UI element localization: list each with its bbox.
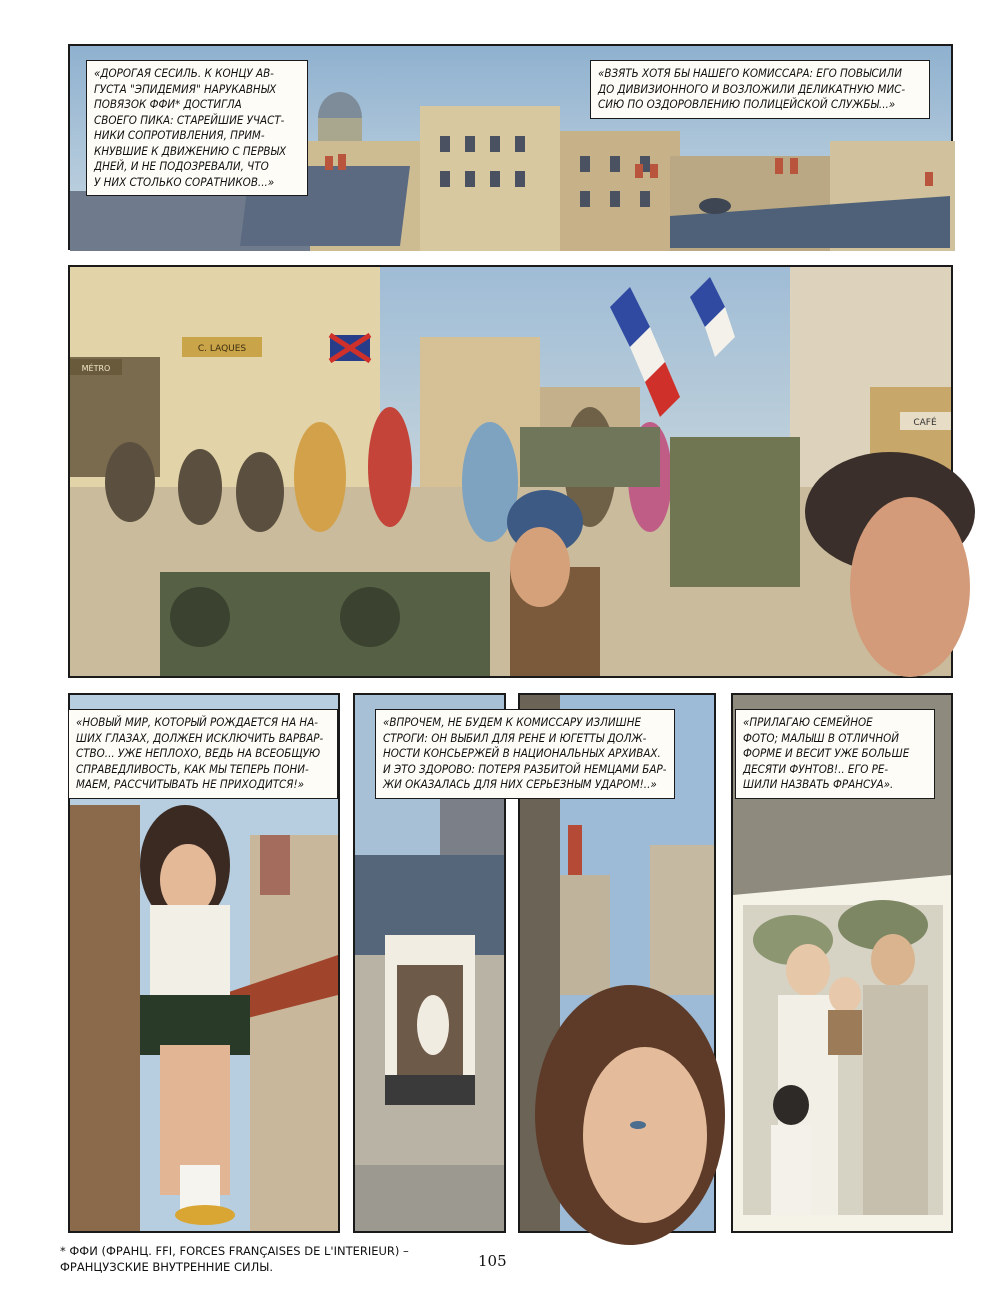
caption-cecile-epidemic: «ДОРОГАЯ СЕСИЛЬ. К КОНЦУ АВ- ГУСТА "ЭПИДЕМИЯ" НАРУКАВНЫХ ПОВЯЗОК ФФИ* ДОСТИГЛА СВОЕГО ПИКА: СТАРЕЙШИЕ УЧАСТ- НИКИ СОПРОТИВЛЕНИЯ, ПРИМ- КНУВШИЕ К ДВИЖЕНИЮ С ПЕРВЫХ ДНЕЙ, И НЕ ПОДОЗРЕВАЛИ, ЧТО У НИХ СТОЛЬКО СОРАТНИКОВ...»: [86, 60, 308, 196]
panel-woman-writing: [68, 693, 340, 1233]
panel-window-view: [353, 693, 667, 1233]
sign-cafe: CAFÉ: [913, 418, 937, 428]
sign-metro: MÉTRO: [81, 364, 111, 373]
caption-family-photo: «ПРИЛАГАЮ СЕМЕЙНОЕ ФОТО; МАЛЫШ В ОТЛИЧНОЙ ФОРМЕ И ВЕСИТ УЖЕ БОЛЬШЕ ДЕСЯТИ ФУНТОВ!.. ЕГО РЕ- ШИЛИ НАЗВАТЬ ФРАНСУА».: [735, 709, 935, 799]
page-number: 105: [478, 1252, 507, 1270]
caption-commissar-promotion: «ВЗЯТЬ ХОТЯ БЫ НАШЕГО КОМИССАРА: ЕГО ПОВЫСИЛИ ДО ДИВИЗИОННОГО И ВОЗЛОЖИЛИ ДЕЛИКАТНУЮ МИС- СИЮ ПО ОЗДОРОВЛЕНИЮ ПОЛИЦЕЙСКОЙ СЛУЖБЫ...»: [590, 60, 930, 119]
caption-new-world: «НОВЫЙ МИР, КОТОРЫЙ РОЖДАЕТСЯ НА НА- ШИХ ГЛАЗАХ, ДОЛЖЕН ИСКЛЮЧИТЬ ВАРВАР- СТВО... УЖЕ НЕПЛОХО, ВЕДЬ НА ВСЕОБЩУЮ СПРАВЕДЛИВОСТЬ, КАК МЫ ТЕПЕРЬ ПОНИ- МАЕМ, РАССЧИТЫВАТЬ НЕ ПРИХОДИТСЯ!»: [68, 709, 338, 799]
panel-liberation-street: [68, 265, 953, 678]
sign-laques: C. LAQUES: [197, 344, 247, 354]
liberation-street-illustration: [70, 267, 951, 676]
panel-family-photo: [731, 693, 953, 1233]
caption-concierge-jobs: «ВПРОЧЕМ, НЕ БУДЕМ К КОМИССАРУ ИЗЛИШНЕ СТРОГИ: ОН ВЫБИЛ ДЛЯ РЕНЕ И ЮГЕТТЫ ДОЛЖ- НОСТИ КОНСЬЕРЖЕЙ В НАЦИОНАЛЬНЫХ АРХИВАХ. И ЭТО ЗДОРОВО: ПОТЕРЯ РАЗБИТОЙ НЕМЦАМИ БАР- ЖИ ОКАЗАЛАСЬ ДЛЯ НИХ СЕРЬЕЗНЫМ УДАРОМ!..»: [375, 709, 675, 799]
panel-rooftops: [68, 44, 953, 250]
footnote-ffi: * ФФИ (ФРАНЦ. FFI, FORCES FRANÇAISES DE L'INTERIEUR) – ФРАНЦУЗСКИЕ ВНУТРЕННИЕ СИЛЫ.: [60, 1244, 409, 1274]
